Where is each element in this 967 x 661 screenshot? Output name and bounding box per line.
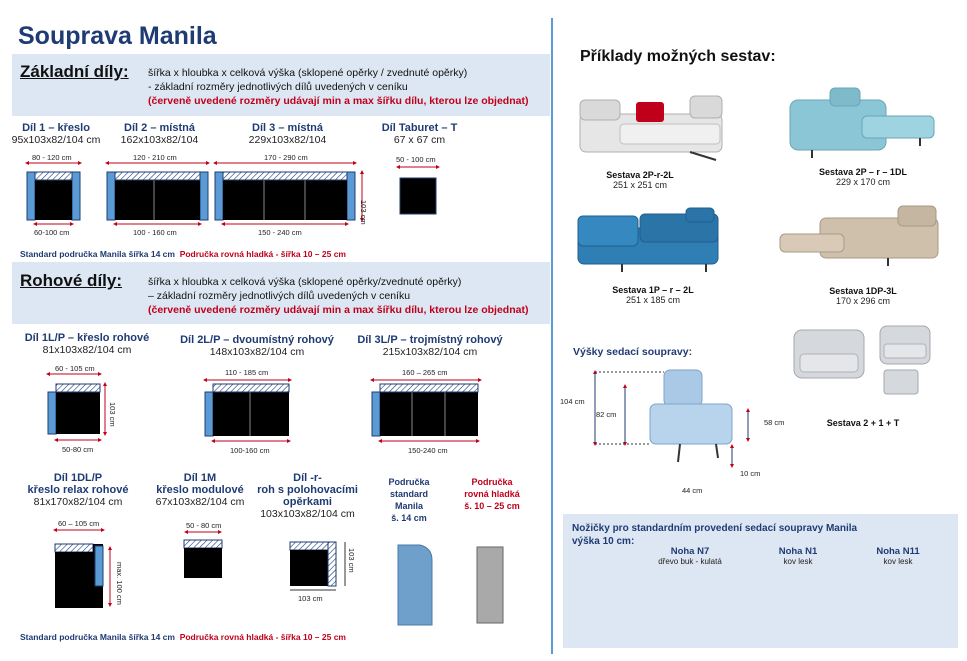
part-size: 162x103x82/104 [120,134,199,146]
footnote-flat: Područka rovná hladká - šířka 10 – 25 cm [179,632,346,642]
part-name: Díl Taburet – T [381,122,458,134]
dim-part2-bottom: 100 - 160 cm [133,228,177,237]
dim-rpart-side: 103 cm [347,548,356,573]
example-size: 251 x 185 cm [625,295,681,305]
arm-std-line: Manila [394,501,423,511]
arm-std-line: š. 14 cm [391,513,427,523]
heights-heading: Výšky sedací soupravy: [573,346,693,358]
basic-parts-heading: Základní díly: [20,62,129,81]
part-name: Díl 2L/P – dvoumístný rohový [180,334,334,346]
example-2 [808,167,918,187]
part-size: 215x103x82/104 cm [382,346,478,358]
part-size: 81x170x82/104 cm [33,496,123,508]
sofa-2p-r-2l [580,96,722,160]
dim-part2-top: 120 - 210 cm [133,153,177,162]
arm-flat-line: š. 10 – 25 cm [464,501,520,511]
footnote-standard: Standard područka Manila šířka 14 cm [20,632,175,642]
part-name-2: roh s polohovacími [257,484,358,496]
corner-desc-line3: (červeně uvedené rozměry udávají min a max šířku dílu, kterou lze objednat) [148,304,529,316]
leg-name: Noha N1 [778,546,818,557]
dim-part1-bottom: 60-100 cm [34,228,70,237]
dim-corner1-top: 60 - 105 cm [55,364,95,373]
dim-corner2-bottom: 100-160 cm [230,446,270,455]
example-name: Sestava 1P – r – 2L [612,285,694,295]
dim-rpart-bottom: 103 cm [298,594,323,603]
part-size: 148x103x82/104 cm [209,346,305,358]
corner-desc-line2: – základní rozměry jednotlivých dílů uvedených v ceníku [148,290,411,302]
basic-desc-line2: - základní rozměry jednotlivých dílů uvedených v ceníku [148,81,408,93]
arm-std-line: standard [389,489,428,499]
sofa-1p-r-2l [578,208,718,272]
part-size: 67 x 67 cm [393,134,446,146]
dim-part3-top: 170 - 290 cm [264,153,308,162]
height-chair-illustration [595,370,748,466]
example-name: Sestava 1DP-3L [829,286,897,296]
corner-parts-heading: Rohové díly: [20,271,123,290]
example-size: 170 x 296 cm [835,296,891,306]
dim-part1-top: 80 - 120 cm [32,153,72,162]
footnote-standard: Standard područka Manila šířka 14 cm [20,249,175,259]
dim-part3-depth: 103 cm [359,200,368,225]
leg-desc: kov lesk [883,557,913,566]
part-name: Díl -r- [293,472,322,484]
example-name: Sestava 2P-r-2L [606,170,674,180]
height-82: 82 cm [596,410,617,419]
part-name-3: opěrkami [283,496,332,508]
height-10: 10 cm [740,469,761,478]
legs-title-line1: Nožičky pro standardním provedení sedací soupravy Manila [572,523,858,534]
part-name-2: křeslo modulové [156,484,244,496]
height-104: 104 cm [560,397,585,406]
legs-title [572,522,857,548]
depth-44: 44 cm [682,486,703,495]
part-name-2: křeslo relax rohové [27,484,129,496]
dim-taburet-top: 50 - 100 cm [396,155,436,164]
example-size: 229 x 170 cm [835,177,891,187]
dim-corner1-depth: 103 cm [108,402,117,427]
dim-corner2-top: 110 - 185 cm [225,368,269,377]
example-3 [598,285,708,305]
dim-relax-top: 60 – 105 cm [58,519,100,528]
part-name: Díl 2 – místná [124,122,195,134]
leg-desc: dřevo buk - kulatá [658,557,722,566]
leg-n7 [650,546,730,566]
legs-title-line2: výška 10 cm: [572,536,635,547]
example-4 [808,286,918,306]
example-size: 251 x 251 cm [612,180,668,190]
sofa-2-1-t [794,326,930,394]
dim-relax-side: max. 100 cm [115,562,124,605]
part-name: Díl 1M [183,472,217,484]
arm-flat-line: Područka [471,477,513,487]
part-name: Díl 1L/P – křeslo rohové [24,332,150,344]
arm-std-line: Područka [388,477,430,487]
part-name: Díl 1DL/P [53,472,103,484]
dim-corner1-bottom: 50-80 cm [62,445,94,454]
part-size: 81x103x82/104 cm [42,344,132,356]
footnote-flat: Područka rovná hladká - šířka 10 – 25 cm [179,249,346,259]
dim-corner3-top: 160 – 265 cm [402,368,448,377]
leg-name: Noha N7 [670,546,710,557]
part-size: 103x103x82/104 cm [260,508,355,520]
height-58: 58 cm [764,418,785,427]
example-1 [590,170,690,190]
examples-heading: Příklady možných sestav: [580,48,776,65]
corner-desc-line1: šířka x hloubka x celková výška (sklopené opěrky/zvednuté opěrky) [148,276,462,288]
example-name: Sestava 2 + 1 + T [826,418,900,428]
example-name: Sestava 2P – r – 1DL [819,167,907,177]
part-name: Díl 3L/P – trojmístný rohový [357,334,503,346]
dim-part3-bottom: 150 - 240 cm [258,228,302,237]
sofa-1dp-3l [780,206,938,266]
arm-flat-line: rovná hladká [464,489,520,499]
page-title: Souprava Manila [18,22,217,50]
part-size: 67x103x82/104 cm [155,496,245,508]
part-name: Díl 3 – místná [252,122,323,134]
part-size: 95x103x82/104 cm [11,134,101,146]
example-5 [808,418,918,428]
dim-corner3-bottom: 150-240 cm [408,446,448,455]
leg-name: Noha N11 [876,546,920,557]
leg-desc: kov lesk [783,557,813,566]
part-size: 229x103x82/104 [248,134,327,146]
sofa-2p-r-1dl [790,88,934,158]
basic-desc-line3: (červeně uvedené rozměry udávají min a max šířku dílu, kterou lze objednat) [148,95,529,107]
basic-desc-line1: šířka x hloubka x celková výška (sklopené opěrky / zvednuté opěrky) [148,67,468,79]
dim-module-top: 50 - 80 cm [186,521,222,530]
leg-n1 [758,546,838,566]
part-name: Díl 1 – křeslo [22,122,90,134]
leg-n11 [858,546,938,566]
